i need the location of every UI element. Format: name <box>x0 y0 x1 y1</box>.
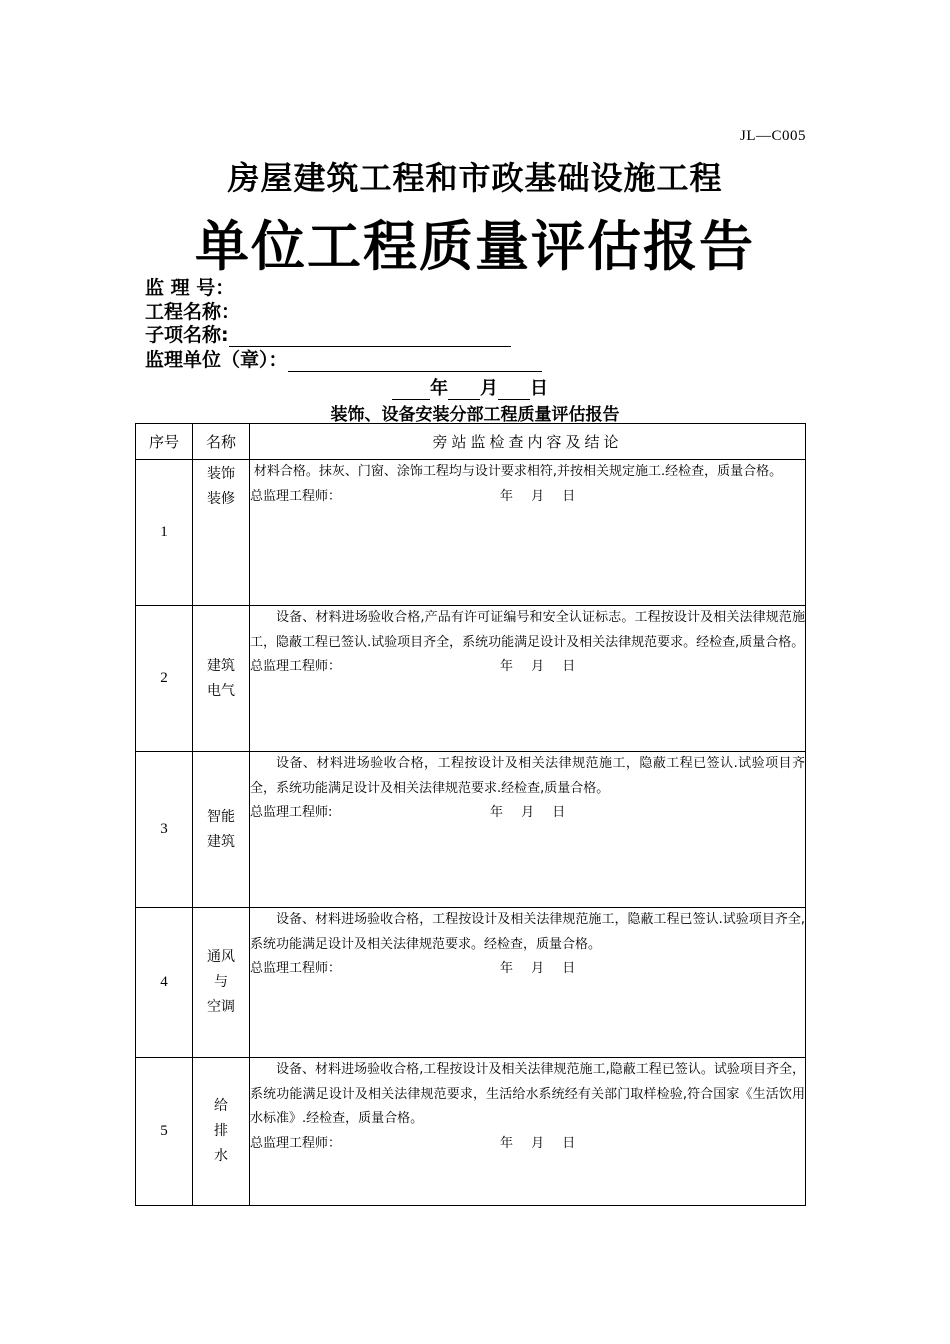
row-name-line: 空调 <box>207 999 235 1015</box>
row-name-line: 建筑 <box>207 657 235 674</box>
table-row <box>136 908 806 1058</box>
evaluation-table <box>135 423 806 1206</box>
signature-line <box>250 655 805 680</box>
row-content <box>250 908 806 1058</box>
project-name-field <box>145 300 240 324</box>
row-conclusion: 材料合格。抹灰、门窗、涂饰工程均与设计要求相符,并按相关规定施工.经检查，质量合格。 <box>253 464 783 479</box>
row-name <box>193 1058 250 1206</box>
signature-date: 年 月 日 <box>500 488 576 504</box>
row-conclusion: 设备、材料进场验收合格,工程按设计及相关法律规范施工,隐蔽工程已签认。试验项目齐全，系统功能满足设计及相关法律规范要求，生活给水系统经有关部门取样检验,符合国家《生活饮用水标准》.经检查，质量合格。 <box>250 1062 805 1126</box>
project-name-label: 工程名称： <box>145 301 241 323</box>
chief-engineer-label: 总监理工程师： <box>250 961 342 976</box>
signature-line <box>250 1132 805 1157</box>
signature-date: 年 月 日 <box>500 1135 576 1151</box>
document-title-line1: 房屋建筑工程和市政基础设施工程 <box>227 159 723 197</box>
month-blank[interactable] <box>448 381 480 400</box>
supervision-unit-label: 监理单位（章）： <box>145 349 288 371</box>
supervision-unit-blank[interactable] <box>288 351 542 372</box>
header-content: 旁站监检查内容及结论 <box>250 424 806 460</box>
signature-line <box>250 485 805 510</box>
row-name-line: 电气 <box>207 682 235 699</box>
row-name <box>193 752 250 908</box>
row-conclusion: 设备、材料进场验收合格，工程按设计及相关法律规范施工，隐蔽工程已签认.试验项目齐全,系统功能满足设计及相关法律规范要求。经检查，质量合格。 <box>250 912 805 952</box>
row-number: 5 <box>136 1058 193 1206</box>
row-content <box>250 1058 806 1206</box>
supervision-unit-field <box>145 348 542 372</box>
row-conclusion: 设备、材料进场验收合格，工程按设计及相关法律规范施工，隐蔽工程已签认.试验项目齐全，系统功能满足设计及相关法律规范要求.经检查,质量合格。 <box>250 756 805 796</box>
table-row <box>136 1058 806 1206</box>
row-content <box>250 752 806 908</box>
table-subtitle: 装饰、设备安装分部工程质量评估报告 <box>330 405 620 425</box>
row-name-line: 装修 <box>207 491 235 507</box>
supervision-no-field <box>145 276 234 300</box>
chief-engineer-label: 总监理工程师： <box>250 659 342 674</box>
year-blank[interactable] <box>392 381 430 400</box>
signature-date: 年 月 日 <box>500 659 576 674</box>
form-code: JL—C005 <box>739 128 806 144</box>
table-row <box>136 460 806 606</box>
day-blank[interactable] <box>498 381 530 400</box>
signature-date: 年 月 日 <box>490 805 566 820</box>
chief-engineer-label: 总监理工程师： <box>250 488 342 504</box>
row-name <box>193 460 250 606</box>
row-content <box>250 606 806 752</box>
row-name-line: 建筑 <box>207 833 235 850</box>
year-label: 年 <box>430 378 448 399</box>
row-conclusion: 设备、材料进场验收合格,产品有许可证编号和安全认证标志。工程按设计及相关法律规范施工，隐蔽工程已签认.试验项目齐全，系统功能满足设计及相关法律规范要求。经检查,质量合格。 <box>250 610 805 650</box>
supervision-no-label: 监 理 号： <box>145 277 235 299</box>
row-content <box>250 460 806 606</box>
sub-item-name-field <box>145 323 511 347</box>
document-title-line2: 单位工程质量评估报告 <box>195 215 755 278</box>
signature-line <box>250 957 805 982</box>
table-row <box>136 606 806 752</box>
signature-date: 年 月 日 <box>500 961 576 976</box>
header-name: 名称 <box>193 424 250 460</box>
row-number: 4 <box>136 908 193 1058</box>
row-name-line: 水 <box>214 1148 228 1164</box>
row-name-line: 排 <box>214 1123 228 1139</box>
sub-item-name-label: 子项名称: <box>145 324 229 346</box>
chief-engineer-label: 总监理工程师： <box>250 1135 342 1151</box>
row-name <box>193 908 250 1058</box>
row-name-line: 与 <box>214 974 228 990</box>
row-name-line: 智能 <box>207 808 235 825</box>
row-name <box>193 606 250 752</box>
table-row <box>136 752 806 908</box>
row-number: 3 <box>136 752 193 908</box>
header-seq: 序号 <box>136 424 193 460</box>
month-label: 月 <box>480 378 498 399</box>
sub-item-name-blank[interactable] <box>229 326 511 347</box>
row-name-line: 装饰 <box>207 466 235 482</box>
table-header-row <box>136 424 806 460</box>
row-name-line: 通风 <box>207 949 235 965</box>
row-number: 1 <box>136 460 193 606</box>
row-number: 2 <box>136 606 193 752</box>
report-date <box>392 374 548 400</box>
day-label: 日 <box>530 378 548 399</box>
chief-engineer-label: 总监理工程师: <box>250 805 333 820</box>
row-name-line: 给 <box>214 1098 228 1114</box>
signature-line <box>250 801 805 826</box>
